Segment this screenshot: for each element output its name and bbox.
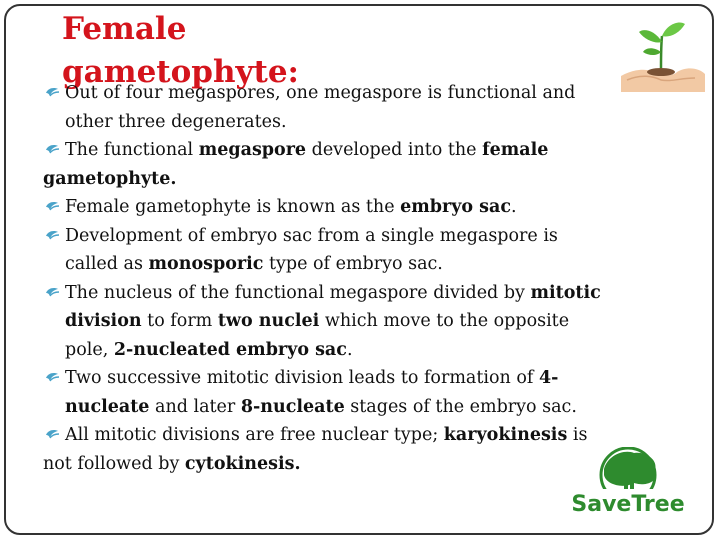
bold-term: 4- <box>538 368 559 388</box>
bold-term: mitotic <box>530 282 601 303</box>
bullet-icon <box>44 86 60 100</box>
text-run: Female gametophyte is known as the <box>65 197 401 217</box>
bold-term: division <box>65 311 142 331</box>
text-run: other three degenerates. <box>65 111 287 132</box>
bullet-item <box>43 222 683 279</box>
bold-term: 2-nucleated embryo sac <box>113 339 347 360</box>
bold-term: karyokinesis <box>443 425 568 445</box>
title-line-2: gametophyte: <box>62 54 299 90</box>
bullet-line <box>43 364 683 393</box>
bullet-icon <box>44 200 60 214</box>
logo-text: SaveTree <box>571 492 685 517</box>
bold-term: cytokinesis. <box>184 453 301 474</box>
bold-term: gametophyte. <box>43 168 177 189</box>
text-run: which move to the opposite <box>319 311 570 331</box>
text-run: called as <box>65 254 149 274</box>
bullet-line <box>43 336 683 365</box>
bullet-icon <box>44 143 60 157</box>
bullet-line <box>43 250 683 279</box>
bold-term: female <box>482 140 549 160</box>
bullet-line <box>43 222 683 251</box>
bold-term: nucleate <box>65 396 150 417</box>
text-run: Out of four megaspores, one megaspore is functional and <box>65 83 576 103</box>
text-run: not followed by <box>43 453 185 474</box>
text-run: pole, <box>65 339 114 360</box>
bullet-line <box>43 79 683 108</box>
save-tree-logo <box>568 447 688 519</box>
bullet-icon <box>44 371 60 385</box>
text-run: type of embryo sac. <box>263 254 443 274</box>
text-run: Development of embryo sac from a single megaspore is <box>65 225 558 246</box>
bullet-line <box>43 421 683 450</box>
text-run: developed into the <box>306 140 483 160</box>
bullet-line <box>43 279 683 308</box>
text-run: and later <box>149 396 241 417</box>
bullet-icon <box>44 229 60 243</box>
bullet-item <box>43 136 683 193</box>
bullet-line <box>43 108 683 137</box>
bold-term: two nuclei <box>217 311 320 331</box>
bullet-icon <box>44 286 60 300</box>
bullet-line <box>43 307 683 336</box>
bullet-line <box>43 136 683 165</box>
bold-term: embryo sac <box>400 197 512 217</box>
bullet-item <box>43 79 683 136</box>
bullet-item <box>43 193 683 222</box>
text-run: The nucleus of the functional megaspore divided by <box>65 282 531 303</box>
bullet-line <box>43 393 683 422</box>
bold-term: megaspore <box>198 140 307 160</box>
text-run: to form <box>141 311 218 331</box>
bullet-line <box>43 193 683 222</box>
text-run: All mitotic divisions are free nuclear type; <box>65 425 444 445</box>
bullet-item <box>43 279 683 365</box>
text-run: Two successive mitotic division leads to formation of <box>65 368 539 388</box>
text-run: is <box>567 425 588 445</box>
text-run: The functional <box>65 140 199 160</box>
bold-term: monosporic <box>148 254 264 274</box>
bullet-line <box>43 165 683 194</box>
bullet-list <box>43 79 683 478</box>
title-line-1: Female <box>62 11 187 47</box>
bold-term: 8-nucleate <box>240 396 345 417</box>
text-run: stages of the embryo sac. <box>344 396 577 417</box>
text-run: . <box>346 339 353 360</box>
bullet-item <box>43 364 683 421</box>
bullet-icon <box>44 428 60 442</box>
text-run: . <box>511 197 517 217</box>
